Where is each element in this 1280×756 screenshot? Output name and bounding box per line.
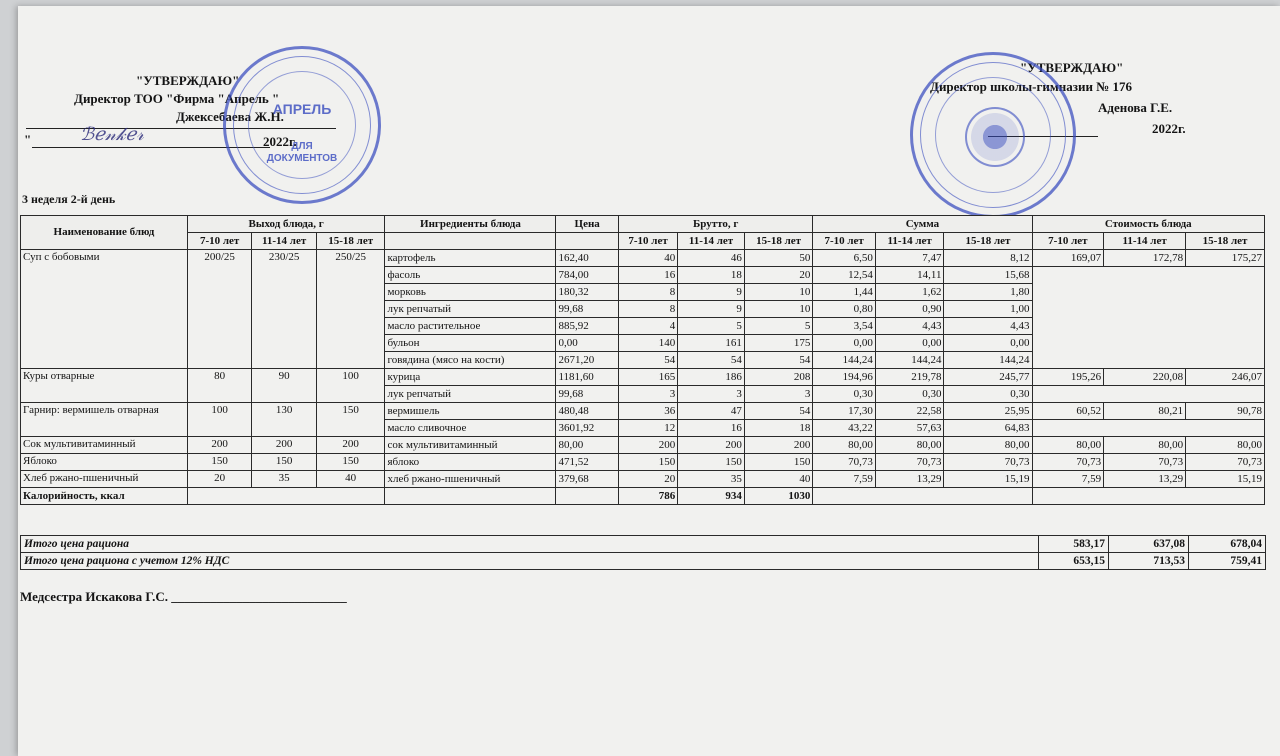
ingredient-name: сок мультивитаминный (385, 437, 556, 454)
calories-blank (556, 488, 618, 505)
total-value: 678,04 (1189, 536, 1266, 553)
gross-value: 12 (618, 420, 677, 437)
gross-value: 3 (678, 386, 745, 403)
document-sheet (18, 6, 1280, 756)
dish-cost: 70,73 (1186, 454, 1265, 471)
sum-value: 1,62 (875, 284, 944, 301)
ingredient-price: 3601,92 (556, 420, 618, 437)
total-vat-value: 759,41 (1189, 553, 1266, 570)
ingredient-price: 99,68 (556, 386, 618, 403)
gross-value: 18 (678, 267, 745, 284)
header-yield: Выход блюда, г (187, 216, 385, 233)
dish-cost: 195,26 (1032, 369, 1104, 386)
header-age: 11-14 лет (252, 233, 317, 250)
gross-value: 10 (744, 301, 813, 318)
gross-value: 3 (618, 386, 677, 403)
calories-value: 786 (618, 488, 677, 505)
sum-value: 1,80 (944, 284, 1032, 301)
stamp-text-3: ДОКУМЕНТОВ (266, 153, 338, 164)
gross-value: 9 (678, 284, 745, 301)
sum-value: 80,00 (813, 437, 875, 454)
sum-value: 6,50 (813, 250, 875, 267)
gross-value: 40 (618, 250, 677, 267)
header-sum: Сумма (813, 216, 1032, 233)
sum-value: 25,95 (944, 403, 1032, 420)
left-company-stamp (223, 46, 381, 204)
sum-value: 0,30 (813, 386, 875, 403)
table-row (21, 369, 1265, 386)
dish-name: Гарнир: вермишель отварная (21, 403, 188, 437)
dish-yield: 90 (252, 369, 317, 403)
total-vat-row (21, 553, 1266, 570)
gross-value: 54 (678, 352, 745, 369)
ingredient-name: масло растительное (385, 318, 556, 335)
ingredient-price: 379,68 (556, 471, 618, 488)
sum-value: 4,43 (875, 318, 944, 335)
total-vat-value: 713,53 (1109, 553, 1189, 570)
ingredient-price: 162,40 (556, 250, 618, 267)
ingredient-price: 1181,60 (556, 369, 618, 386)
sum-value: 3,54 (813, 318, 875, 335)
gross-value: 200 (618, 437, 677, 454)
sum-value: 144,24 (875, 352, 944, 369)
ingredient-name: курица (385, 369, 556, 386)
sum-value: 0,00 (813, 335, 875, 352)
ingredient-price: 180,32 (556, 284, 618, 301)
gross-value: 150 (678, 454, 745, 471)
stamp-text-2: ДЛЯ (291, 141, 313, 152)
dish-yield: 200 (187, 437, 252, 454)
dish-name: Куры отварные (21, 369, 188, 403)
header-age: 15-18 лет (1186, 233, 1265, 250)
ingredient-name: морковь (385, 284, 556, 301)
gross-value: 16 (678, 420, 745, 437)
dish-yield: 100 (187, 403, 252, 437)
dish-cost: 90,78 (1186, 403, 1265, 420)
header-age: 7-10 лет (813, 233, 875, 250)
calories-blank (813, 488, 1032, 505)
gross-value: 10 (744, 284, 813, 301)
total-vat-label: Итого цена рациона с учетом 12% НДС (21, 553, 1039, 570)
dish-cost: 15,19 (1186, 471, 1265, 488)
table-header-row-1 (21, 216, 1265, 233)
ingredient-name: лук репчатый (385, 301, 556, 318)
menu-table (20, 215, 1265, 505)
sum-value: 70,73 (813, 454, 875, 471)
gross-value: 5 (744, 318, 813, 335)
header-age: 11-14 лет (678, 233, 745, 250)
ingredient-price: 0,00 (556, 335, 618, 352)
total-vat-value: 653,15 (1039, 553, 1109, 570)
ingredient-price: 471,52 (556, 454, 618, 471)
sum-value: 194,96 (813, 369, 875, 386)
calories-value: 1030 (744, 488, 813, 505)
sum-value: 80,00 (875, 437, 944, 454)
header-empty (556, 233, 618, 250)
dish-yield: 200 (316, 437, 385, 454)
sum-value: 12,54 (813, 267, 875, 284)
gross-value: 5 (678, 318, 745, 335)
dish-yield: 150 (316, 454, 385, 471)
gross-value: 4 (618, 318, 677, 335)
sum-value: 0,30 (875, 386, 944, 403)
dish-yield: 150 (316, 403, 385, 437)
ingredient-price: 99,68 (556, 301, 618, 318)
header-empty (385, 233, 556, 250)
sum-value: 13,29 (875, 471, 944, 488)
gross-value: 16 (618, 267, 677, 284)
ingredient-name: яблоко (385, 454, 556, 471)
table-header-row-2 (21, 233, 1265, 250)
ingredient-price: 885,92 (556, 318, 618, 335)
sum-value: 70,73 (875, 454, 944, 471)
dish-yield: 150 (252, 454, 317, 471)
ingredient-price: 480,48 (556, 403, 618, 420)
ingredient-name: говядина (мясо на кости) (385, 352, 556, 369)
sum-value: 245,77 (944, 369, 1032, 386)
gross-value: 140 (618, 335, 677, 352)
gross-value: 8 (618, 301, 677, 318)
dish-yield: 40 (316, 471, 385, 488)
dish-cost: 175,27 (1186, 250, 1265, 267)
sum-value: 1,00 (944, 301, 1032, 318)
dish-yield: 200/25 (187, 250, 252, 369)
table-row (21, 403, 1265, 420)
gross-value: 18 (744, 420, 813, 437)
dish-cost: 246,07 (1186, 369, 1265, 386)
gross-value: 175 (744, 335, 813, 352)
left-position: Директор ТОО "Фирма "Апрель " (74, 91, 280, 106)
right-position: Директор школы-гимназии № 176 (930, 79, 1133, 94)
total-value: 637,08 (1109, 536, 1189, 553)
totals-table (20, 535, 1266, 570)
gross-value: 161 (678, 335, 745, 352)
dish-cost: 80,00 (1104, 437, 1186, 454)
right-approve-label: "УТВЕРЖДАЮ" (1020, 60, 1124, 75)
header-age: 11-14 лет (875, 233, 944, 250)
gross-value: 20 (618, 471, 677, 488)
dish-yield: 20 (187, 471, 252, 488)
header-gross: Брутто, г (618, 216, 813, 233)
header-age: 7-10 лет (187, 233, 252, 250)
table-row (21, 471, 1265, 488)
left-signature: ℬℯ𝓃𝓀ℯ𝓇 (80, 124, 144, 145)
week-day-label: 3 неделя 2-й день (22, 192, 116, 206)
dish-yield: 200 (252, 437, 317, 454)
gross-value: 208 (744, 369, 813, 386)
header-age: 15-18 лет (944, 233, 1032, 250)
dish-cost: 70,73 (1032, 454, 1104, 471)
calories-blank (187, 488, 385, 505)
sum-value: 0,00 (875, 335, 944, 352)
header-age: 15-18 лет (744, 233, 813, 250)
header-age: 7-10 лет (618, 233, 677, 250)
sum-value: 219,78 (875, 369, 944, 386)
total-value: 583,17 (1039, 536, 1109, 553)
dish-cost: 169,07 (1032, 250, 1104, 267)
sum-value: 17,30 (813, 403, 875, 420)
total-label: Итого цена рациона (21, 536, 1039, 553)
dish-cost: 80,00 (1032, 437, 1104, 454)
sum-value: 64,83 (944, 420, 1032, 437)
dish-name: Хлеб ржано-пшеничный (21, 471, 188, 488)
sum-value: 144,24 (813, 352, 875, 369)
dish-yield: 100 (316, 369, 385, 403)
gross-value: 200 (678, 437, 745, 454)
gross-value: 36 (618, 403, 677, 420)
ingredient-name: лук репчатый (385, 386, 556, 403)
calories-row (21, 488, 1265, 505)
gross-value: 47 (678, 403, 745, 420)
ingredient-price: 2671,20 (556, 352, 618, 369)
ingredient-name: бульон (385, 335, 556, 352)
gross-value: 40 (744, 471, 813, 488)
header-age: 7-10 лет (1032, 233, 1104, 250)
dish-yield: 250/25 (316, 250, 385, 369)
sum-value: 15,68 (944, 267, 1032, 284)
gross-value: 54 (744, 352, 813, 369)
calories-value: 934 (678, 488, 745, 505)
ingredient-price: 80,00 (556, 437, 618, 454)
cost-blank (1032, 420, 1264, 437)
gross-value: 35 (678, 471, 745, 488)
dish-cost: 60,52 (1032, 403, 1104, 420)
sum-value: 144,24 (944, 352, 1032, 369)
sum-value: 57,63 (875, 420, 944, 437)
gross-value: 50 (744, 250, 813, 267)
gross-value: 8 (618, 284, 677, 301)
sum-value: 0,90 (875, 301, 944, 318)
header-cost: Стоимость блюда (1032, 216, 1264, 233)
gross-value: 150 (618, 454, 677, 471)
header-age: 11-14 лет (1104, 233, 1186, 250)
gross-value: 150 (744, 454, 813, 471)
dish-yield: 230/25 (252, 250, 317, 369)
total-row (21, 536, 1266, 553)
header-age: 15-18 лет (316, 233, 385, 250)
table-row (21, 454, 1265, 471)
header-ingredients: Ингредиенты блюда (385, 216, 556, 233)
sum-value: 0,00 (944, 335, 1032, 352)
dish-name: Суп с бобовыми (21, 250, 188, 369)
dish-yield: 130 (252, 403, 317, 437)
nurse-signature-line: Медсестра Искакова Г.С. ___________________________ (20, 589, 347, 604)
gross-value: 54 (618, 352, 677, 369)
dish-cost: 7,59 (1032, 471, 1104, 488)
sum-value: 0,80 (813, 301, 875, 318)
sum-value: 7,59 (813, 471, 875, 488)
table-row (21, 250, 1265, 267)
ingredient-name: масло сливочное (385, 420, 556, 437)
left-approve-label: "УТВЕРЖДАЮ" (136, 73, 240, 88)
sum-value: 43,22 (813, 420, 875, 437)
gross-value: 186 (678, 369, 745, 386)
right-name: Аденова Г.Е. (1098, 100, 1173, 115)
dish-yield: 35 (252, 471, 317, 488)
ingredient-name: хлеб ржано-пшеничный (385, 471, 556, 488)
ingredient-name: фасоль (385, 267, 556, 284)
dish-cost: 70,73 (1104, 454, 1186, 471)
cost-blank (1032, 386, 1264, 403)
sum-value: 1,44 (813, 284, 875, 301)
dish-yield: 80 (187, 369, 252, 403)
sum-value: 15,19 (944, 471, 1032, 488)
sum-value: 8,12 (944, 250, 1032, 267)
sum-value: 70,73 (944, 454, 1032, 471)
gross-value: 165 (618, 369, 677, 386)
sum-value: 80,00 (944, 437, 1032, 454)
ingredient-name: картофель (385, 250, 556, 267)
stamp-text-1: АПРЕЛЬ (272, 101, 332, 117)
gross-value: 3 (744, 386, 813, 403)
header-price: Цена (556, 216, 618, 233)
left-name: Джексебаева Ж.Н. (176, 109, 284, 124)
ingredient-name: вермишель (385, 403, 556, 420)
emblem-icon (965, 107, 1025, 167)
sum-value: 22,58 (875, 403, 944, 420)
sum-value: 14,11 (875, 267, 944, 284)
gross-value: 9 (678, 301, 745, 318)
calories-label: Калорийность, ккал (21, 488, 188, 505)
dish-name: Сок мультивитаминный (21, 437, 188, 454)
calories-blank (1032, 488, 1264, 505)
right-school-stamp (910, 52, 1076, 218)
gross-value: 54 (744, 403, 813, 420)
gross-value: 200 (744, 437, 813, 454)
dish-yield: 150 (187, 454, 252, 471)
dish-cost: 80,00 (1186, 437, 1265, 454)
dish-cost: 220,08 (1104, 369, 1186, 386)
cost-blank (1032, 267, 1264, 369)
dish-name: Яблоко (21, 454, 188, 471)
table-row (21, 437, 1265, 454)
sum-value: 0,30 (944, 386, 1032, 403)
sum-value: 7,47 (875, 250, 944, 267)
header-dish: Наименование блюд (21, 216, 188, 250)
gross-value: 46 (678, 250, 745, 267)
left-date-prefix: " (24, 132, 32, 147)
sum-value: 4,43 (944, 318, 1032, 335)
left-year: 2022г. (263, 134, 297, 149)
ingredient-price: 784,00 (556, 267, 618, 284)
dish-cost: 13,29 (1104, 471, 1186, 488)
gross-value: 20 (744, 267, 813, 284)
dish-cost: 172,78 (1104, 250, 1186, 267)
right-year: 2022г. (1152, 121, 1186, 136)
dish-cost: 80,21 (1104, 403, 1186, 420)
calories-blank (385, 488, 556, 505)
